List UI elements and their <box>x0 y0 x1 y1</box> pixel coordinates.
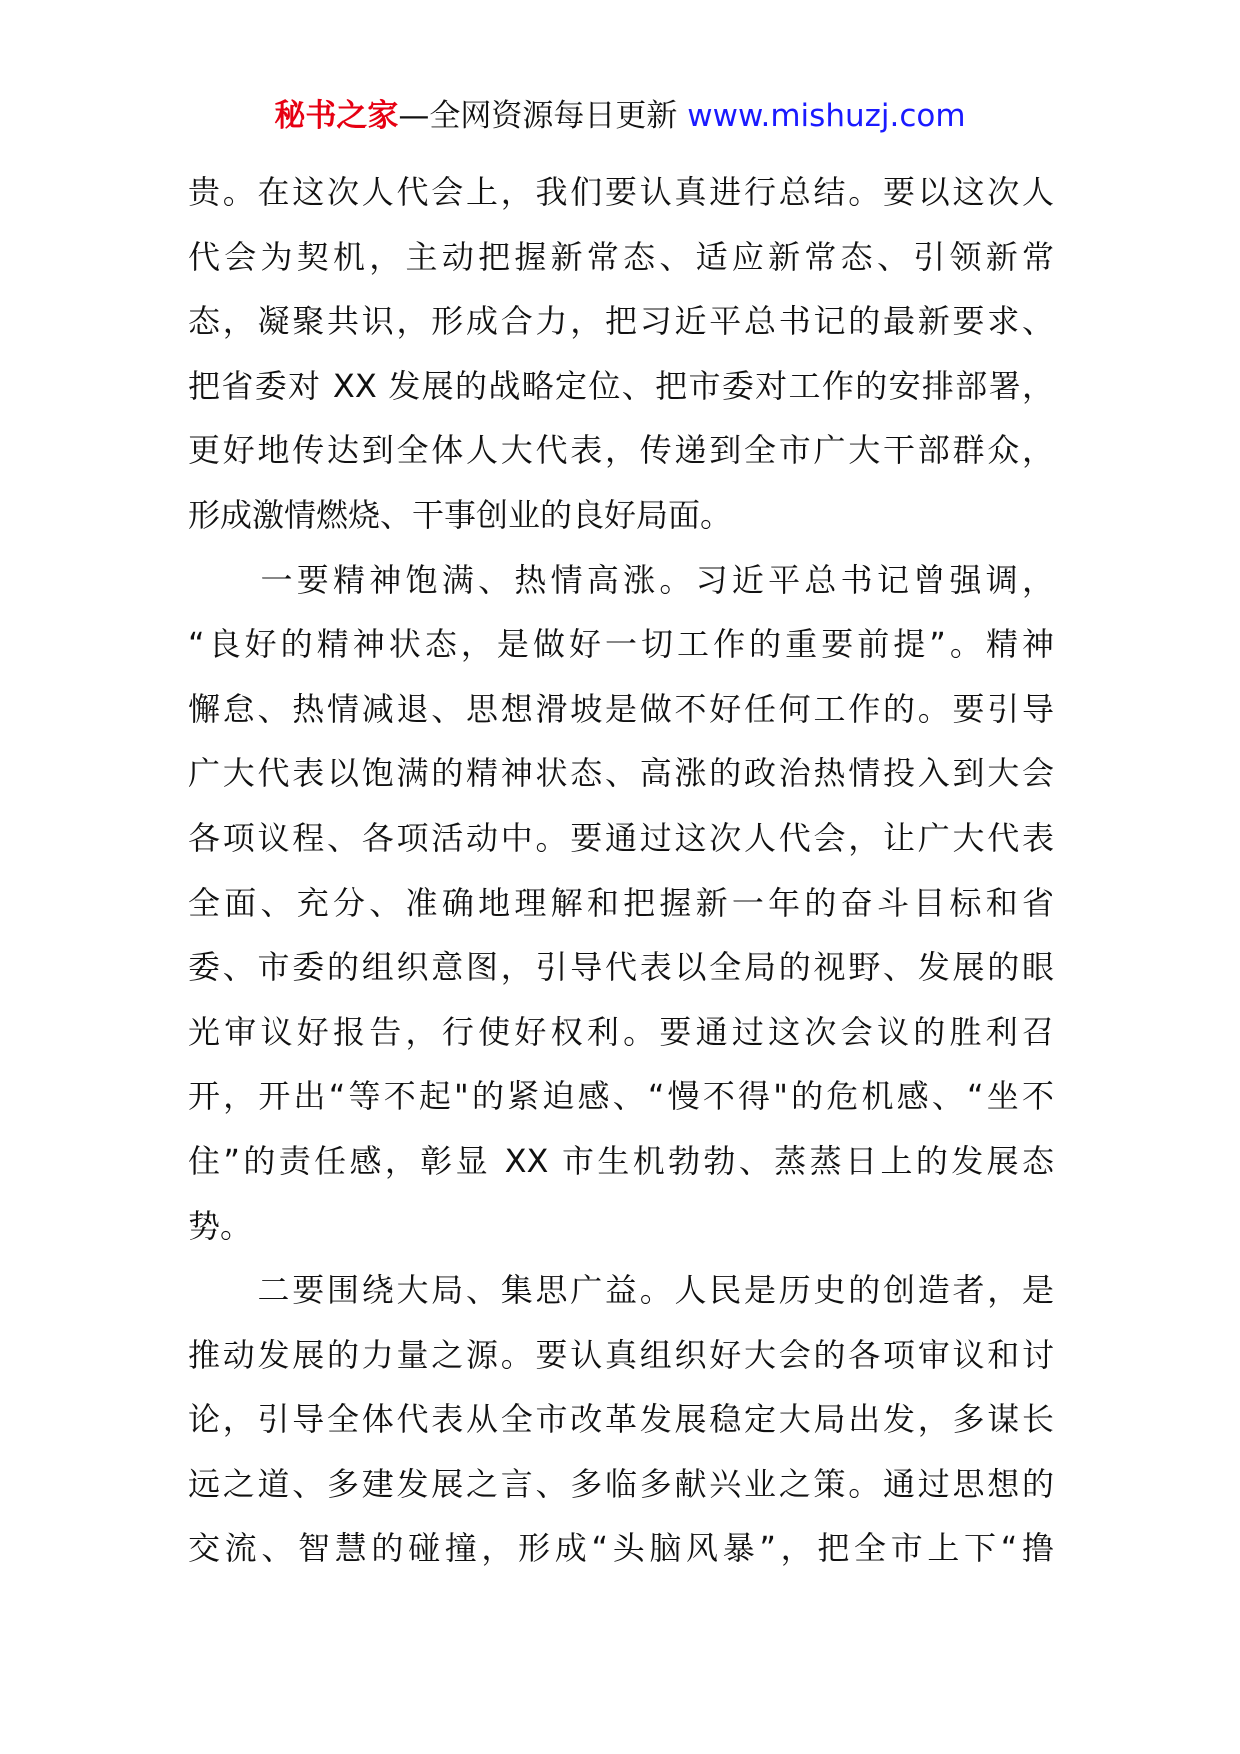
text-line: 光审议好报告，行使好权利。要通过这次会议的胜利召 <box>188 1012 1054 1051</box>
text-line: 二要围绕大局、集思广益。人民是历史的创造者，是 <box>188 1271 1054 1310</box>
text-line: 全面、充分、准确地理解和把握新一年的奋斗目标和省 <box>188 883 1054 922</box>
text-line: 广大代表以饱满的精神状态、高涨的政治热情投入到大会 <box>188 754 1054 793</box>
text-line: 懈怠、热情减退、思想滑坡是做不好任何工作的。要引导 <box>188 689 1054 728</box>
text-line: 更好地传达到全体人大代表，传递到全市广大干部群众， <box>188 431 1054 470</box>
site-tagline: —全网资源每日更新 <box>398 98 688 134</box>
text-line: 势。 <box>188 1206 253 1245</box>
site-brand: 秘书之家 <box>274 98 399 134</box>
text-line: 代会为契机，主动把握新常态、适应新常态、引领新常 <box>188 237 1054 276</box>
text-line: 把省委对 XX 发展的战略定位、把市委对工作的安排部署， <box>188 366 1054 405</box>
text-line: 论，引导全体代表从全市改革发展稳定大局出发，多谋长 <box>188 1400 1054 1439</box>
text-line: 形成激情燃烧、干事创业的良好局面。 <box>188 495 733 534</box>
text-line: 开，开出“等不起"的紧迫感、“慢不得"的危机感、“坐不 <box>188 1077 1054 1116</box>
text-line: 交流、智慧的碰撞，形成“头脑风暴”，把全市上下“撸 <box>188 1529 1054 1568</box>
text-line: 态，凝聚共识，形成合力，把习近平总书记的最新要求、 <box>188 302 1054 341</box>
text-line: 贵。在这次人代会上，我们要认真进行总结。要以这次人 <box>188 173 1054 211</box>
text-line: 一要精神饱满、热情高涨。习近平总书记曾强调， <box>188 560 1054 599</box>
text-line: 住”的责任感，彰显 XX 市生机勃勃、蒸蒸日上的发展态 <box>188 1141 1054 1180</box>
text-line: “良好的精神状态，是做好一切工作的重要前提”。精神 <box>188 625 1054 664</box>
site-header <box>0 96 1240 136</box>
document-body <box>188 160 1054 1581</box>
text-line: 各项议程、各项活动中。要通过这次人代会，让广大代表 <box>188 818 1054 857</box>
site-url-link[interactable]: www.mishuzj.com <box>687 98 966 134</box>
text-line: 委、市委的组织意图，引导代表以全局的视野、发展的眼 <box>188 948 1054 987</box>
text-line: 推动发展的力量之源。要认真组织好大会的各项审议和讨 <box>188 1335 1054 1374</box>
text-line: 远之道、多建发展之言、多临多献兴业之策。通过思想的 <box>188 1464 1054 1503</box>
